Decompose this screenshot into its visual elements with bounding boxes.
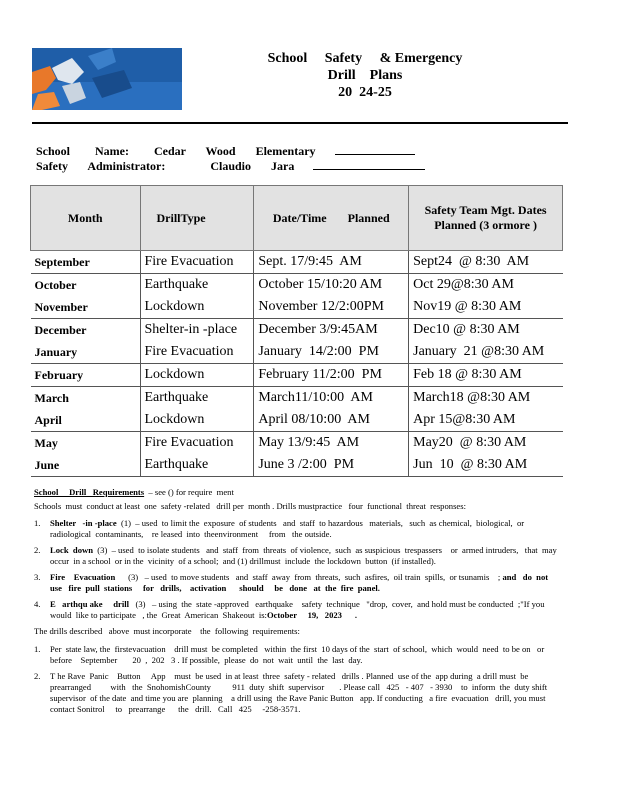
requirements-heading: School Drill Requirements xyxy=(34,487,145,497)
team-date-cell: Feb 18 @ 8:30 AM xyxy=(409,364,563,387)
school-name-row xyxy=(36,144,415,159)
item-number: 1. xyxy=(34,518,41,528)
item-text: (3) – using the state -approved earthquake safety technique "drop, cover, and hold must be conducted ;"If you would like to participate , the Great American Shakeout is: xyxy=(50,599,549,620)
team-date-cell: Apr 15@8:30 AM xyxy=(409,409,563,432)
safety-admin-blank xyxy=(313,159,425,170)
header-team-dates: Safety Team Mgt. Dates Planned (3 ormore ) xyxy=(409,186,563,251)
month-cell: January xyxy=(34,345,78,359)
team-date-cell: May20 @ 8:30 AM xyxy=(409,432,563,455)
title-line-1: School Safety & Emergency xyxy=(267,51,463,66)
item-text: (3) – used to isolate students and staff from threats of violence, such as suspicious trespassers or armed intruders, that may occur in a school or in the vicinity of a school; and (1) drillmust include the lockdown button (if installed). xyxy=(50,545,559,566)
requirement-item-3 xyxy=(34,572,564,594)
drill-schedule-table xyxy=(30,185,563,477)
district-logo xyxy=(32,48,182,110)
team-date-cell: Nov19 @ 8:30 AM xyxy=(409,296,563,319)
date-time-cell: October 15/10:20 AM xyxy=(254,274,409,297)
month-cell: September xyxy=(31,251,141,274)
drill-type-cell: Lockdown xyxy=(140,296,254,319)
team-date-cell: Oct 29@8:30 AM xyxy=(409,274,563,297)
item-text: Per state law, the firstevacuation drill must be completed within the first 10 days of the start of school, which would need to be on or before September 20 , 202 3 . If possible, please do not wait until the last day. xyxy=(50,644,549,665)
drill-type-cell: Lockdown xyxy=(140,409,254,432)
date-time-cell: Sept. 17/9:45 AM xyxy=(254,251,409,274)
requirements-intro: Schools must conduct at least one safety -related drill per month . Drills mustpractice four functional threat responses: xyxy=(34,501,466,511)
table-row xyxy=(31,364,563,387)
additional-item-1 xyxy=(34,644,564,666)
header-month: Month xyxy=(31,186,141,251)
team-date-cell: Jun 10 @ 8:30 AM xyxy=(409,454,563,477)
table-row xyxy=(31,454,563,477)
date-time-cell: November 12/2:00PM xyxy=(254,296,409,319)
team-date-cell: Sept24 @ 8:30 AM xyxy=(409,251,563,274)
item-number: 1. xyxy=(34,644,41,654)
item-bold-tail: October 19, 2023 . xyxy=(266,610,358,620)
table-row xyxy=(31,296,563,319)
item-text: (3) – used to move students and staff away from threats, such asfires, oil train spills, or tsunamis ; xyxy=(115,572,501,582)
date-time-cell: May 13/9:45 AM xyxy=(254,432,409,455)
date-time-cell: February 11/2:00 PM xyxy=(254,364,409,387)
table-row xyxy=(31,341,563,364)
team-date-cell: Dec10 @ 8:30 AM xyxy=(409,319,563,342)
date-time-cell: January 14/2:00 PM xyxy=(254,341,409,364)
month-cell: March xyxy=(31,387,141,410)
date-time-cell: April 08/10:00 AM xyxy=(254,409,409,432)
safety-admin-value: Claudio Jara xyxy=(210,159,295,173)
table-row xyxy=(31,387,563,410)
drill-type-cell: Earthquake xyxy=(140,454,254,477)
drill-type-cell: Earthquake xyxy=(140,387,254,410)
header-drill-type: DrillType xyxy=(140,186,254,251)
date-time-cell: December 3/9:45AM xyxy=(254,319,409,342)
date-time-cell: June 3 /2:00 PM xyxy=(254,454,409,477)
drill-type-cell: Shelter-in -place xyxy=(140,319,254,342)
item-name: Fire Evacuation xyxy=(50,572,116,582)
requirements-heading-line xyxy=(34,487,564,498)
table-header-row xyxy=(31,186,563,251)
month-cell: February xyxy=(31,364,141,387)
requirement-item-1 xyxy=(34,518,564,540)
item-name: Shelter -in -place xyxy=(50,518,117,528)
school-name-value: Cedar Wood Elementary xyxy=(154,144,316,158)
requirement-item-2 xyxy=(34,545,564,567)
item-name: Lock down xyxy=(50,545,93,555)
date-time-cell: March11/10:00 AM xyxy=(254,387,409,410)
team-date-cell: March18 @8:30 AM xyxy=(409,387,563,410)
requirements-section xyxy=(34,487,564,720)
table-row xyxy=(31,274,563,297)
table-row xyxy=(31,409,563,432)
month-cell: April xyxy=(34,413,62,427)
safety-admin-row xyxy=(36,159,425,174)
table-row xyxy=(31,432,563,455)
header-date-time: Date/Time Planned xyxy=(254,186,409,251)
month-cell: November xyxy=(34,300,88,314)
item-name: E arthqu ake drill xyxy=(50,599,130,609)
item-number: 2. xyxy=(34,671,41,681)
item-text: T he Rave Panic Button App must be used in at least three safety - related drills . Planned use of the app during a drill must be prearranged with the SnohomishCounty 911 duty shift supervisor . Please call 425 - 407 - 3930 to inform the duty shift supervisor of the date and time you are planning a drill using the Rave Panic Button app. If conducting a fire evacuation drill, you must contact Sonitrol to prearrange the drill. Call 425 -258-3571. xyxy=(50,671,550,714)
additional-requirements-intro: The drills described above must incorporate the following requirements: xyxy=(34,626,300,636)
drill-type-cell: Fire Evacuation xyxy=(140,341,254,364)
school-name-label: School Name: xyxy=(36,144,129,158)
additional-item-2 xyxy=(34,671,564,715)
item-bold-tail: and do not use fire pull stations for drills, activation should be done at the fire panel. xyxy=(50,572,553,593)
drill-type-cell: Lockdown xyxy=(140,364,254,387)
title-line-2: Drill Plans xyxy=(327,68,403,83)
drill-type-cell: Fire Evacuation xyxy=(140,251,254,274)
title-line-3: 20 24-25 xyxy=(338,85,392,100)
item-number: 3. xyxy=(34,572,41,582)
item-number: 2. xyxy=(34,545,41,555)
requirements-heading-suffix: – see () for require ment xyxy=(144,487,234,497)
month-cell: October xyxy=(31,274,141,297)
school-name-blank xyxy=(335,144,415,155)
table-row xyxy=(31,319,563,342)
item-text: (1) – used to limit the exposure of students and staff to hazardous materials, such as chemical, biological, or radiological contaminants, re leased into theenvironment from the outside. xyxy=(50,518,527,539)
header-divider xyxy=(32,122,568,124)
document-title xyxy=(240,50,490,101)
drill-type-cell: Fire Evacuation xyxy=(140,432,254,455)
item-number: 4. xyxy=(34,599,41,609)
team-date-cell: January 21 @8:30 AM xyxy=(409,341,563,364)
drill-type-cell: Earthquake xyxy=(140,274,254,297)
month-cell: May xyxy=(31,432,141,455)
month-cell: December xyxy=(31,319,141,342)
month-cell: June xyxy=(31,454,141,477)
safety-admin-label: Safety Administrator: xyxy=(36,159,166,173)
requirement-item-4 xyxy=(34,599,564,621)
table-row xyxy=(31,251,563,274)
